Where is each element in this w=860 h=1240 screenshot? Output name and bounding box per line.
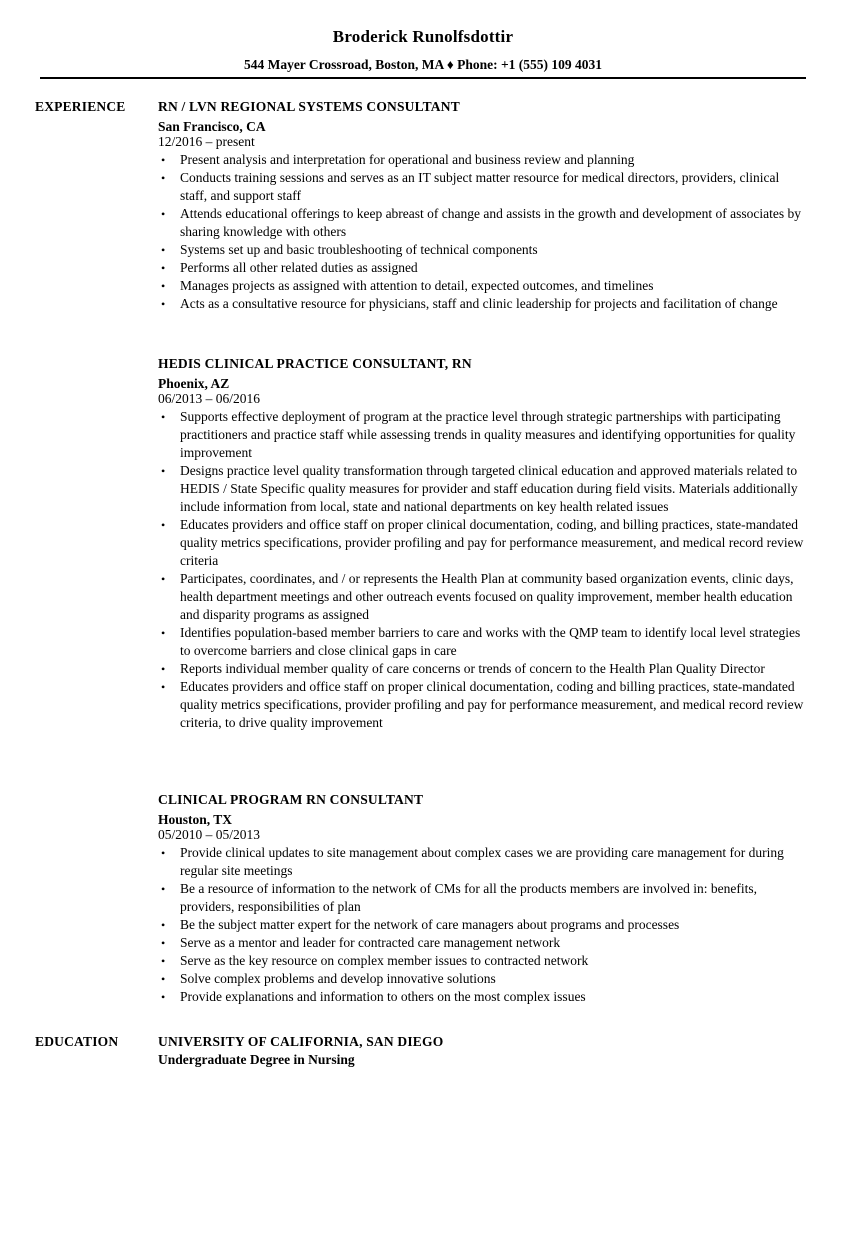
bullet-icon: • <box>161 662 166 676</box>
education-section-label: EDUCATION <box>35 1034 119 1049</box>
bullet-text: Serve as the key resource on complex member issues to contracted network <box>180 953 589 968</box>
bullet-item <box>158 205 806 241</box>
bullet-item <box>158 516 806 570</box>
job-title: RN / LVN REGIONAL SYSTEMS CONSULTANT <box>158 99 460 114</box>
bullet-item <box>158 295 806 313</box>
job-bullet-list <box>158 151 806 313</box>
bullet-icon: • <box>161 243 166 257</box>
bullet-icon: • <box>161 972 166 986</box>
bullet-text: Designs practice level quality transformation through targeted clinical education and approved materials related to HEDIS / State Specific quality measures for provider and staff education during field visits. Materials additionally include information from local, state and national departments on key health related issues <box>180 463 798 514</box>
bullet-text: Be a resource of information to the network of CMs for all the products members are involved in: benefits, providers, responsibilities of plan <box>180 881 757 914</box>
bullet-text: Systems set up and basic troubleshooting of technical components <box>180 242 538 257</box>
job-dates: 06/2013 – 06/2016 <box>158 391 261 406</box>
bullet-icon: • <box>161 954 166 968</box>
job-entry <box>158 791 806 1006</box>
candidate-name: Broderick Runolfsdottir <box>332 27 514 46</box>
job-dates: 12/2016 – present <box>158 134 255 149</box>
experience-section-label: EXPERIENCE <box>35 99 126 114</box>
school-name: UNIVERSITY OF CALIFORNIA, SAN DIEGO <box>158 1034 444 1049</box>
job-title: HEDIS CLINICAL PRACTICE CONSULTANT, RN <box>158 356 472 371</box>
bullet-text: Educates providers and office staff on proper clinical documentation, coding and billing practices, state-mandated quality metrics specifications, provider profiling and pay for performance measurement, and medical record review criteria, to drive quality improvement <box>180 679 804 730</box>
header-divider <box>40 77 806 79</box>
bullet-text: Provide explanations and information to others on the most complex issues <box>180 989 586 1004</box>
bullet-text: Participates, coordinates, and / or represents the Health Plan at community based organization events, clinic days, health department meetings and other outreach events focused on quality improvement, member health education and disparity programs as assigned <box>180 571 794 622</box>
bullet-icon: • <box>161 153 166 167</box>
job-title: CLINICAL PROGRAM RN CONSULTANT <box>158 792 424 807</box>
bullet-text: Provide clinical updates to site management about complex cases we are providing care management for during regular site meetings <box>180 845 784 878</box>
bullet-item <box>158 952 806 970</box>
bullet-icon: • <box>161 410 166 424</box>
job-bullet-list <box>158 408 806 732</box>
bullet-text: Manages projects as assigned with attention to detail, expected outcomes, and timelines <box>180 278 654 293</box>
bullet-text: Reports individual member quality of care concerns or trends of concern to the Health Plan Quality Director <box>180 661 765 676</box>
bullet-text: Be the subject matter expert for the network of care managers about programs and processes <box>180 917 680 932</box>
bullet-item <box>158 408 806 462</box>
bullet-icon: • <box>161 279 166 293</box>
bullet-text: Solve complex problems and develop innovative solutions <box>180 971 496 986</box>
bullet-icon: • <box>161 846 166 860</box>
resume-header <box>40 26 806 73</box>
bullet-icon: • <box>161 207 166 221</box>
bullet-text: Acts as a consultative resource for physicians, staff and clinic leadership for projects and facilitation of change <box>180 296 778 311</box>
contact-line: 544 Mayer Crossroad, Boston, MA ♦ Phone: +1 (555) 109 4031 <box>243 57 603 72</box>
bullet-item <box>158 660 806 678</box>
degree: Undergraduate Degree in Nursing <box>158 1052 355 1067</box>
bullet-icon: • <box>161 261 166 275</box>
bullet-icon: • <box>161 297 166 311</box>
bullet-item <box>158 570 806 624</box>
bullet-item <box>158 844 806 880</box>
bullet-text: Educates providers and office staff on proper clinical documentation, coding, and billing practices, state-mandated quality metrics specifications, provider profiling and pay for performance measurement, and medical record review criteria <box>180 517 804 568</box>
bullet-icon: • <box>161 936 166 950</box>
bullet-icon: • <box>161 990 166 1004</box>
job-location: Phoenix, AZ <box>158 376 230 391</box>
bullet-icon: • <box>161 680 166 694</box>
bullet-text: Serve as a mentor and leader for contracted care management network <box>180 935 561 950</box>
bullet-item <box>158 462 806 516</box>
bullet-item <box>158 880 806 916</box>
bullet-icon: • <box>161 464 166 478</box>
bullet-item <box>158 169 806 205</box>
bullet-icon: • <box>161 882 166 896</box>
job-entry <box>158 355 806 732</box>
bullet-text: Supports effective deployment of program at the practice level through strategic partnerships with participating practitioners and practice staff while assessing trends in quality measures and identifying opportunities for quality improvement <box>180 409 796 460</box>
bullet-item <box>158 934 806 952</box>
bullet-icon: • <box>161 626 166 640</box>
bullet-item <box>158 970 806 988</box>
bullet-text: Performs all other related duties as assigned <box>180 260 418 275</box>
bullet-icon: • <box>161 572 166 586</box>
education-entry <box>158 1033 806 1069</box>
job-entry <box>158 98 806 313</box>
bullet-icon: • <box>161 918 166 932</box>
job-location: Houston, TX <box>158 812 233 827</box>
bullet-item <box>158 241 806 259</box>
bullet-icon: • <box>161 518 166 532</box>
job-location: San Francisco, CA <box>158 119 266 134</box>
bullet-item <box>158 151 806 169</box>
bullet-text: Identifies population-based member barriers to care and works with the QMP team to identify local level strategies to overcome barriers and close clinical gaps in care <box>180 625 801 658</box>
bullet-item <box>158 988 806 1006</box>
bullet-text: Present analysis and interpretation for operational and business review and planning <box>180 152 635 167</box>
bullet-item <box>158 624 806 660</box>
bullet-item <box>158 678 806 732</box>
job-bullet-list <box>158 844 806 1006</box>
bullet-item <box>158 916 806 934</box>
bullet-text: Attends educational offerings to keep abreast of change and assists in the growth and development of associates by sharing knowledge with others <box>180 206 801 239</box>
bullet-item <box>158 259 806 277</box>
bullet-icon: • <box>161 171 166 185</box>
bullet-text: Conducts training sessions and serves as an IT subject matter resource for medical directors, providers, clinical staff, and support staff <box>180 170 780 203</box>
bullet-item <box>158 277 806 295</box>
job-dates: 05/2010 – 05/2013 <box>158 827 261 842</box>
